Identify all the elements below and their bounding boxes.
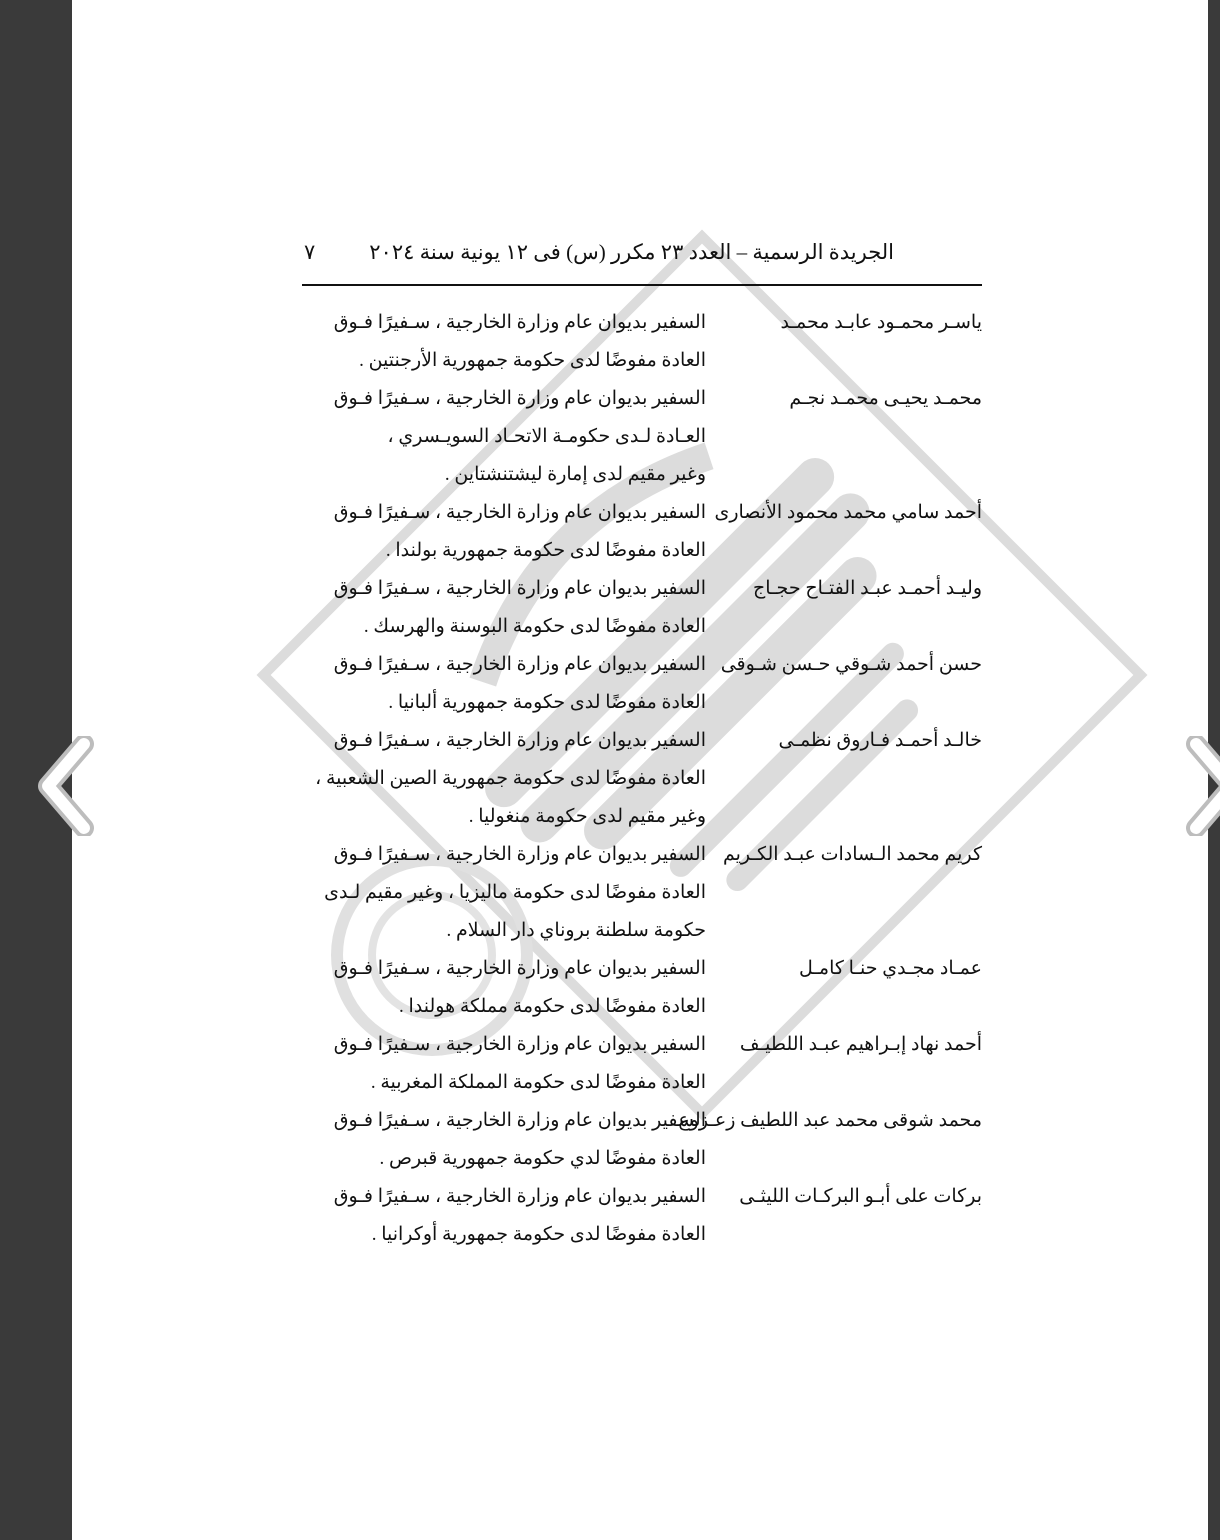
ambassador-name: أحمد نهاد إبـراهيم عبـد اللطيـف [739,1034,982,1055]
description-line: حكومة سلطنة بروناي دار السلام . [446,920,706,941]
description-line: السفير بديوان عام وزارة الخارجية ، سـفيرًا فـوق [333,654,706,675]
appointment-description [316,570,706,646]
appointment-entry [302,1178,982,1254]
description-line: السفير بديوان عام وزارة الخارجية ، سـفيرًا فـوق [333,1110,706,1131]
description-line: العادة مفوضًا لدى حكومة جمهورية ألبانيا . [388,692,706,713]
ambassador-name: وليـد أحمـد عبـد الفتـاح حجـاج [752,578,982,599]
appointment-entry [302,722,982,836]
description-line: السفير بديوان عام وزارة الخارجية ، سـفيرًا فـوق [333,844,706,865]
appointment-entry [302,646,982,722]
appointments-list [302,304,982,1254]
description-line: وغير مقيم لدى حكومة منغوليا . [468,806,706,827]
page-header [302,238,982,272]
appointment-description [316,1178,706,1254]
description-line: السفير بديوان عام وزارة الخارجية ، سـفيرًا فـوق [333,730,706,751]
previous-page-button[interactable] [34,736,98,836]
description-line: العادة مفوضًا لدى حكومة البوسنة والهرسك . [363,616,706,637]
description-line: العادة مفوضًا لدى حكومة مملكة هولندا . [398,996,706,1017]
appointment-description [316,380,706,494]
appointment-description [316,304,706,380]
ambassador-name: أحمد سامي محمد محمود الأنصارى [714,502,982,523]
appointment-description [316,494,706,570]
appointment-entry [302,950,982,1026]
ambassador-name: محمد شوقى محمد عبد اللطيف زعـزوع [678,1110,982,1131]
appointment-description [316,646,706,722]
description-line: وغير مقيم لدى إمارة ليشتنشتاين . [444,464,706,485]
description-line: السفير بديوان عام وزارة الخارجية ، سـفيرًا فـوق [333,1034,706,1055]
chevron-left-icon [34,736,98,836]
description-line: العادة مفوضًا لدى حكومة جمهورية الأرجنتين . [359,350,706,371]
next-page-button[interactable] [1182,736,1220,836]
description-line: السفير بديوان عام وزارة الخارجية ، سـفيرًا فـوق [333,312,706,333]
description-line: السفير بديوان عام وزارة الخارجية ، سـفيرًا فـوق [333,502,706,523]
appointment-description [316,1026,706,1102]
ambassador-name: ياسـر محمـود عابـد محمـد [780,312,982,333]
ambassador-name: محمـد يحيـى محمـد نجـم [789,388,982,409]
ambassador-name: كريم محمد الـسادات عبـد الكـريم [722,844,982,865]
appointment-description [316,836,706,950]
description-line: العادة مفوضًا لدى حكومة جمهورية أوكرانيا . [371,1224,706,1245]
appointment-entry [302,1026,982,1102]
appointment-entry [302,494,982,570]
appointment-description [316,950,706,1026]
description-line: السفير بديوان عام وزارة الخارجية ، سـفيرًا فـوق [333,578,706,599]
ambassador-name: خالـد أحمـد فـاروق نظمـى [778,730,982,751]
description-line: العادة مفوضًا لدى حكومة جمهورية الصين الشعبية ، [315,768,706,789]
header-divider [302,284,982,286]
chevron-right-icon [1182,736,1220,836]
ambassador-name: بركات على أبـو البركـات الليثـى [739,1186,982,1207]
appointment-entry [302,1102,982,1178]
description-line: العـادة لـدى حكومـة الاتحـاد السويـسري ، [387,426,706,447]
page-number: ٧ [304,240,316,264]
description-line: السفير بديوان عام وزارة الخارجية ، سـفيرًا فـوق [333,958,706,979]
description-line: العادة مفوضًا لدى حكومة جمهورية بولندا . [385,540,706,561]
description-line: السفير بديوان عام وزارة الخارجية ، سـفيرًا فـوق [333,1186,706,1207]
appointment-entry [302,380,982,494]
appointment-entry [302,570,982,646]
gazette-title: الجريدة الرسمية – العدد ٢٣ مكرر (س) فى ١٢ يونية سنة ٢٠٢٤ [369,240,894,264]
ambassador-name: عمـاد مجـدي حنـا كامـل [798,958,982,979]
description-line: العادة مفوضًا لدي حكومة جمهورية قبرص . [379,1148,706,1169]
appointment-description [316,722,706,836]
ambassador-name: حسن أحمد شـوقي حـسن شـوقى [720,654,982,675]
description-line: العادة مفوضًا لدى حكومة المملكة المغربية . [370,1072,706,1093]
appointment-entry [302,836,982,950]
description-line: العادة مفوضًا لدى حكومة ماليزيا ، وغير مقيم لـدى [324,882,706,903]
appointment-description [316,1102,706,1178]
appointment-entry [302,304,982,380]
description-line: السفير بديوان عام وزارة الخارجية ، سـفيرًا فـوق [333,388,706,409]
